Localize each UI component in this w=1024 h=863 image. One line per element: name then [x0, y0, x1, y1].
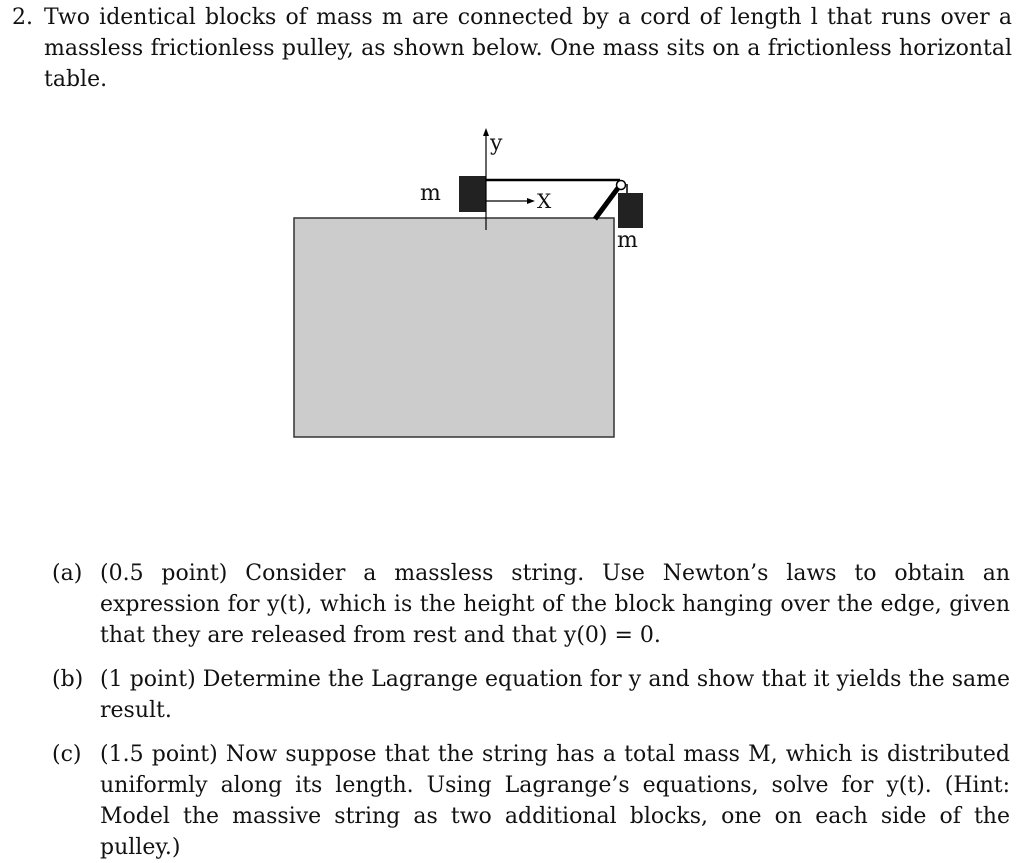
part-c-text: (1.5 point) Now suppose that the string has a total mass M, which is distributed uniformly along its length. Using Lagrange’s equations, solve for y(t). (Hint: Model the massive string as two additional blocks, one on each side of the pulley.): [100, 742, 1010, 860]
part-b: [52, 664, 1010, 726]
part-a-label: (a): [52, 561, 83, 586]
part-b-text: (1 point) Determine the Lagrange equation for y and show that it yields the same result.: [100, 667, 1010, 723]
problem-number: 2.: [12, 5, 33, 30]
part-a: [52, 558, 1010, 651]
axis-x-label: X: [537, 189, 552, 213]
mass-label-hanging: m: [617, 228, 638, 253]
axis-y-label: y: [490, 131, 503, 156]
mass-label-table: m: [420, 181, 441, 206]
block-hanging: [618, 193, 643, 228]
part-c: [52, 739, 1010, 863]
part-b-label: (b): [52, 667, 84, 692]
x-axis-arrowhead: [527, 198, 535, 204]
part-c-label: (c): [52, 742, 82, 767]
part-a-text: (0.5 point) Consider a massless string. Use Newton’s laws to obtain an expression for y(t), which is the height of the block hanging over the edge, given that they are released from rest and that y(0) = 0.: [100, 561, 1010, 648]
pulley-support: [595, 188, 618, 219]
problem-text: Two identical blocks of mass m are connected by a cord of length l that runs over a massless frictionless pulley, as shown below. One mass sits on a frictionless horizontal table.: [44, 5, 1012, 92]
y-axis-arrowhead: [483, 128, 489, 136]
block-on-table: [459, 176, 486, 212]
table: [294, 218, 614, 437]
